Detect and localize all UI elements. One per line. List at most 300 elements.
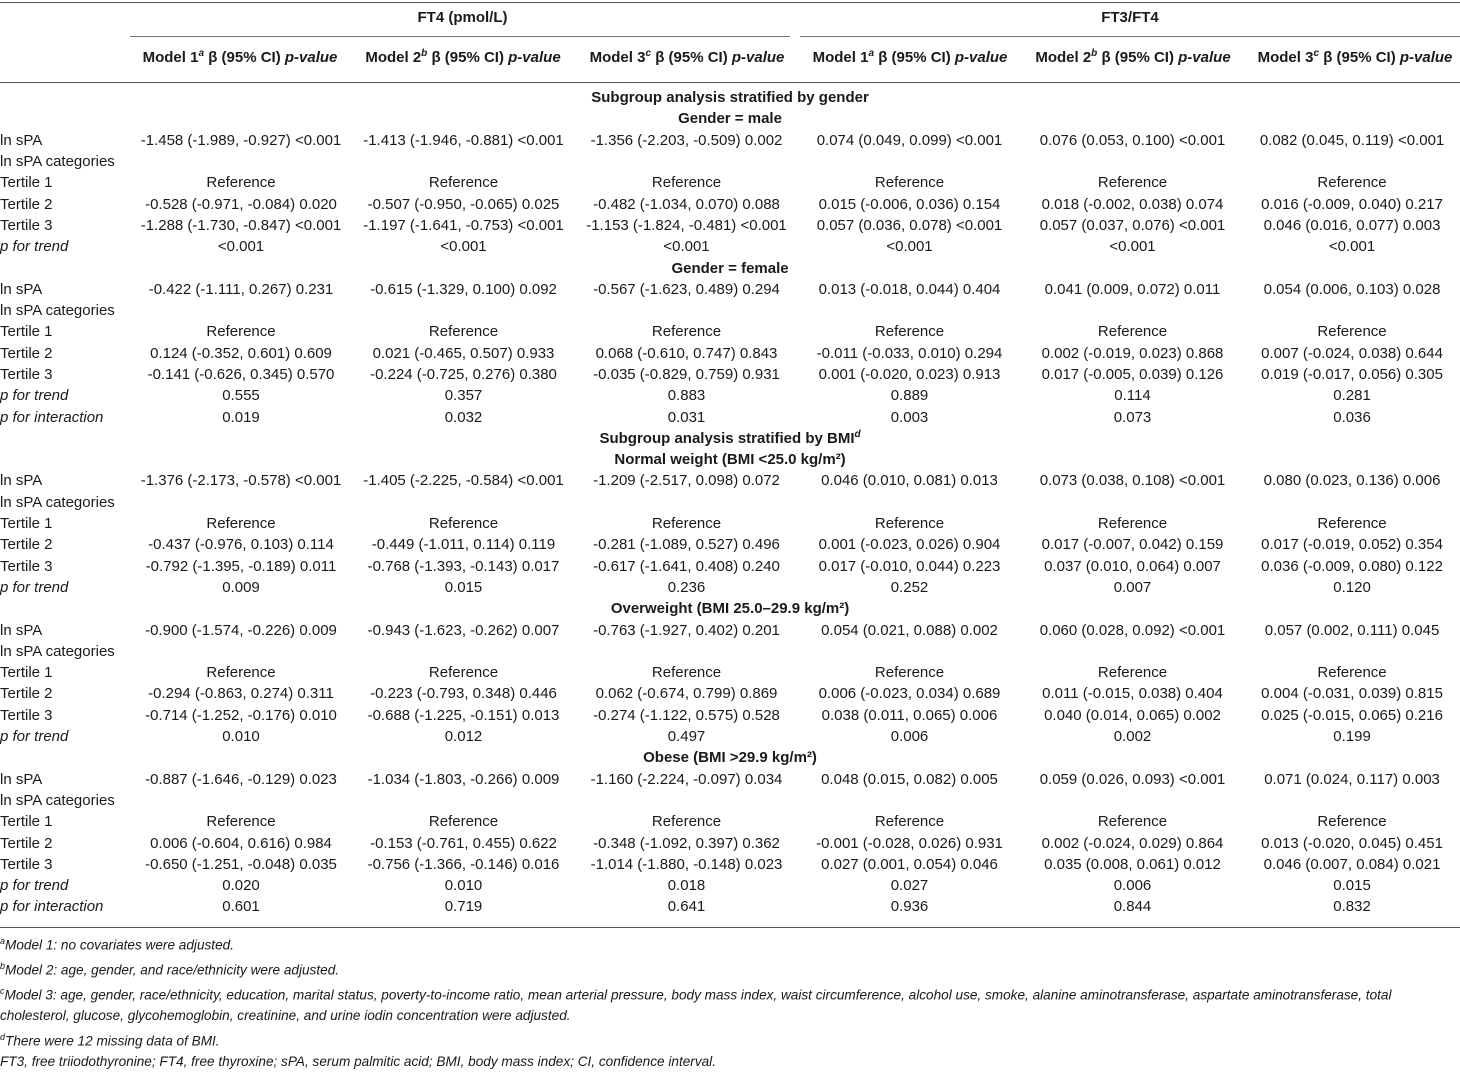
column-footnote-mark: b bbox=[421, 48, 428, 59]
footnote-text: Model 1: no covariates were adjusted. bbox=[5, 937, 234, 953]
section-heading-text: Subgroup analysis stratified by BMI bbox=[599, 430, 855, 448]
results-table bbox=[0, 87, 1460, 918]
table-cell: -0.714 (-1.252, -0.176) 0.010 bbox=[145, 706, 337, 724]
table-cell: 0.719 bbox=[444, 898, 483, 916]
row-label: Tertile 3 bbox=[0, 557, 53, 575]
table-row bbox=[0, 854, 1460, 875]
table-cell: -0.943 (-1.623, -0.262) 0.007 bbox=[367, 621, 560, 639]
footnote-text: There were 12 missing data of BMI. bbox=[5, 1033, 220, 1049]
section-heading bbox=[0, 428, 1460, 449]
group-rule-ft3ft4 bbox=[800, 36, 1460, 37]
table-row bbox=[0, 534, 1460, 555]
table-cell: Reference bbox=[1097, 664, 1168, 682]
column-beta-label: β (95% CI) bbox=[1101, 49, 1174, 66]
footnote-text: Model 3: age, gender, race/ethnicity, education, marital status, poverty-to-income ratio, mean arterial pressure, body mass index, waist circumference, alcohol use, smoke, alanine aminotransferase, aspartate aminotransferase, total cholesterol, glucose, glycohemoglobin, creatinine, and urine iodin concentration were adjusted. bbox=[0, 987, 1392, 1024]
table-cell: <0.001 bbox=[886, 238, 933, 256]
column-footnote-mark: b bbox=[1091, 48, 1098, 59]
table-cell: 0.497 bbox=[667, 728, 706, 746]
table-cell: Reference bbox=[874, 664, 945, 682]
table-cell: 0.036 bbox=[1333, 408, 1371, 426]
table-cell: 0.037 (0.010, 0.064) 0.007 bbox=[1044, 557, 1221, 575]
table-cell: -0.449 (-1.011, 0.114) 0.119 bbox=[371, 536, 556, 554]
table-cell: -0.617 (-1.641, 0.408) 0.240 bbox=[593, 557, 780, 575]
table-cell: Reference bbox=[1097, 174, 1168, 192]
column-header bbox=[1244, 48, 1460, 66]
table-cell: 0.038 (0.011, 0.065) 0.006 bbox=[821, 706, 998, 724]
table-cell: -1.376 (-2.173, -0.578) <0.001 bbox=[140, 472, 342, 490]
column-header bbox=[352, 48, 574, 66]
column-p-label: p-value bbox=[731, 49, 785, 66]
table-row bbox=[0, 406, 1460, 427]
category-row bbox=[0, 790, 1460, 811]
table-cell: 0.062 (-0.674, 0.799) 0.869 bbox=[595, 685, 778, 703]
row-label: Tertile 3 bbox=[0, 706, 53, 724]
table-cell: -1.405 (-2.225, -0.584) <0.001 bbox=[363, 472, 564, 490]
row-label: Tertile 1 bbox=[0, 323, 53, 341]
table-cell: 0.124 (-0.352, 0.601) 0.609 bbox=[150, 344, 332, 362]
table-cell: 0.059 (0.026, 0.093) <0.001 bbox=[1039, 770, 1226, 788]
table-row bbox=[0, 215, 1460, 236]
footnote bbox=[0, 1027, 1460, 1052]
group-rule-ft4 bbox=[130, 36, 790, 37]
table-cell: 0.012 bbox=[444, 728, 483, 746]
row-label: p for trend bbox=[0, 728, 69, 746]
table-cell: -0.422 (-1.111, 0.267) 0.231 bbox=[148, 280, 334, 298]
table-cell: 0.006 bbox=[890, 728, 929, 746]
table-cell: 0.357 bbox=[444, 387, 483, 405]
table-cell: -1.014 (-1.880, -0.148) 0.023 bbox=[590, 855, 783, 873]
section-heading bbox=[0, 257, 1460, 278]
table-cell: 0.010 bbox=[444, 877, 483, 895]
column-p-label: p-value bbox=[508, 49, 561, 66]
table-row bbox=[0, 556, 1460, 577]
section-row bbox=[0, 87, 1460, 108]
table-cell: 0.832 bbox=[1333, 898, 1371, 916]
table-cell: 0.844 bbox=[1113, 898, 1152, 916]
section-heading-text: Gender = female bbox=[671, 259, 789, 277]
table-cell: Reference bbox=[651, 174, 722, 192]
row-label: Tertile 1 bbox=[0, 813, 53, 831]
table-cell: 0.199 bbox=[1333, 728, 1371, 746]
table-cell: 0.601 bbox=[222, 898, 260, 916]
table-cell: <0.001 bbox=[440, 238, 487, 256]
table-row bbox=[0, 832, 1460, 853]
table-cell: 0.027 bbox=[890, 877, 929, 895]
table-row bbox=[0, 811, 1460, 832]
table-cell: 0.016 (-0.009, 0.040) 0.217 bbox=[1261, 195, 1443, 213]
table-cell: 0.001 (-0.020, 0.023) 0.913 bbox=[818, 366, 1001, 383]
row-label: ln sPA bbox=[0, 770, 43, 788]
category-label: ln sPA categories bbox=[0, 493, 115, 511]
table-cell: 0.017 (-0.007, 0.042) 0.159 bbox=[1041, 536, 1224, 554]
row-label: Tertile 3 bbox=[0, 366, 53, 383]
table-cell: 0.004 (-0.031, 0.039) 0.815 bbox=[1261, 685, 1443, 703]
column-footnote-mark: a bbox=[198, 48, 205, 59]
table-cell: 0.080 (0.023, 0.136) 0.006 bbox=[1263, 472, 1441, 490]
table-cell: 0.015 bbox=[444, 578, 483, 596]
column-footnote-mark: c bbox=[645, 48, 652, 59]
table-cell: 0.002 bbox=[1113, 728, 1152, 746]
table-cell: 0.013 (-0.020, 0.045) 0.451 bbox=[1261, 834, 1443, 852]
table-cell: 0.006 (-0.604, 0.616) 0.984 bbox=[150, 834, 332, 852]
table-cell: 0.936 bbox=[890, 898, 929, 916]
table-cell: 0.281 bbox=[1333, 387, 1371, 405]
table-cell: -0.035 (-0.829, 0.759) 0.931 bbox=[593, 366, 780, 383]
table-cell: 0.001 (-0.023, 0.026) 0.904 bbox=[818, 536, 1001, 554]
table-cell: 0.252 bbox=[890, 578, 929, 596]
footnote-mark: c bbox=[0, 986, 5, 997]
table-cell: 0.071 (0.024, 0.117) 0.003 bbox=[1264, 770, 1440, 788]
table-row bbox=[0, 193, 1460, 214]
table-row bbox=[0, 577, 1460, 598]
table-cell: -0.528 (-0.971, -0.084) 0.020 bbox=[145, 195, 337, 213]
table-cell: 0.017 (-0.019, 0.052) 0.354 bbox=[1261, 536, 1443, 554]
table-cell: 0.006 (-0.023, 0.034) 0.689 bbox=[818, 685, 1001, 703]
table-cell: 0.057 (0.037, 0.076) <0.001 bbox=[1039, 216, 1226, 234]
table-bottom-rule bbox=[0, 927, 1460, 928]
category-label: ln sPA categories bbox=[0, 642, 115, 660]
table-cell: 0.046 (0.007, 0.084) 0.021 bbox=[1263, 855, 1441, 873]
table-cell: 0.054 (0.021, 0.088) 0.002 bbox=[821, 621, 998, 639]
footnote bbox=[0, 1052, 1460, 1073]
table-cell: Reference bbox=[206, 813, 276, 831]
table-cell: 0.068 (-0.610, 0.747) 0.843 bbox=[595, 344, 778, 362]
column-p-label: p-value bbox=[1399, 49, 1453, 66]
table-cell: 0.641 bbox=[667, 898, 706, 916]
table-cell: 0.073 (0.038, 0.108) <0.001 bbox=[1039, 472, 1226, 490]
table-cell: -0.482 (-1.034, 0.070) 0.088 bbox=[593, 195, 780, 213]
table-row bbox=[0, 385, 1460, 406]
table-cell: 0.048 (0.015, 0.082) 0.005 bbox=[821, 770, 998, 788]
table-cell: -0.348 (-1.092, 0.397) 0.362 bbox=[593, 834, 780, 852]
section-row bbox=[0, 257, 1460, 278]
column-header bbox=[129, 48, 351, 66]
column-model-label: Model 3 bbox=[1257, 49, 1314, 66]
table-cell: 0.040 (0.014, 0.065) 0.002 bbox=[1044, 706, 1221, 724]
table-cell: Reference bbox=[428, 323, 499, 341]
table-cell: 0.002 (-0.024, 0.029) 0.864 bbox=[1041, 834, 1224, 852]
table-cell: 0.041 (0.009, 0.072) 0.011 bbox=[1044, 280, 1221, 298]
row-label: p for trend bbox=[0, 877, 69, 895]
footnote-text: FT3, free triiodothyronine; FT4, free thyroxine; sPA, serum palmitic acid; BMI, body mass index; CI, confidence interval. bbox=[0, 1054, 716, 1070]
table-cell: -0.001 (-0.028, 0.026) 0.931 bbox=[816, 834, 1003, 852]
table-cell: 0.057 (0.036, 0.078) <0.001 bbox=[816, 216, 1003, 234]
section-row bbox=[0, 108, 1460, 129]
table-row bbox=[0, 470, 1460, 491]
column-beta-label: β (95% CI) bbox=[878, 49, 951, 66]
table-cell: 0.006 bbox=[1113, 877, 1152, 895]
section-heading bbox=[0, 87, 1460, 108]
table-cell: -1.209 (-2.517, 0.098) 0.072 bbox=[593, 472, 780, 490]
section-footnote-mark: d bbox=[854, 429, 861, 441]
column-model-label: Model 2 bbox=[1035, 49, 1092, 66]
column-beta-label: β (95% CI) bbox=[208, 49, 281, 66]
table-cell: -0.224 (-0.725, 0.276) 0.380 bbox=[370, 366, 557, 383]
table-row bbox=[0, 662, 1460, 683]
row-label: Tertile 3 bbox=[0, 216, 53, 234]
table-cell: -1.356 (-2.203, -0.509) 0.002 bbox=[590, 131, 783, 149]
table-cell: -0.650 (-1.251, -0.048) 0.035 bbox=[145, 855, 337, 873]
table-cell: <0.001 bbox=[1328, 238, 1376, 256]
table-cell: -0.294 (-0.863, 0.274) 0.311 bbox=[148, 685, 334, 703]
table-cell: 0.015 bbox=[1333, 877, 1371, 895]
table-cell: Reference bbox=[1317, 323, 1387, 341]
table-row bbox=[0, 279, 1460, 300]
table-cell: 0.073 bbox=[1113, 408, 1152, 426]
table-cell: Reference bbox=[874, 323, 945, 341]
table-cell: 0.046 (0.010, 0.081) 0.013 bbox=[821, 472, 998, 490]
column-header bbox=[576, 48, 798, 66]
table-cell: Reference bbox=[428, 664, 499, 682]
section-heading bbox=[0, 598, 1460, 619]
table-cell: 0.020 bbox=[222, 877, 260, 895]
table-cell: Reference bbox=[1097, 323, 1168, 341]
footnote bbox=[0, 981, 1460, 1027]
table-cell: -0.768 (-1.393, -0.143) 0.017 bbox=[367, 557, 560, 575]
table-cell: 0.002 (-0.019, 0.023) 0.868 bbox=[1041, 344, 1224, 362]
table-cell: 0.013 (-0.018, 0.044) 0.404 bbox=[818, 280, 1001, 298]
table-cell: 0.021 (-0.465, 0.507) 0.933 bbox=[372, 344, 555, 362]
category-row bbox=[0, 151, 1460, 172]
table-cell: 0.019 (-0.017, 0.056) 0.305 bbox=[1261, 366, 1443, 383]
section-heading-text: Overweight (BMI 25.0–29.9 kg/m²) bbox=[610, 600, 850, 618]
table-row bbox=[0, 343, 1460, 364]
table-cell: -1.160 (-2.224, -0.097) 0.034 bbox=[590, 770, 783, 788]
group-header-ft3ft4: FT3/FT4 bbox=[1101, 9, 1159, 26]
table-cell: Reference bbox=[1317, 664, 1387, 682]
table-cell: 0.011 (-0.015, 0.038) 0.404 bbox=[1042, 685, 1223, 703]
table-row bbox=[0, 321, 1460, 342]
table-cell: Reference bbox=[206, 323, 276, 341]
table-cell: -1.288 (-1.730, -0.847) <0.001 bbox=[140, 216, 342, 234]
section-row bbox=[0, 747, 1460, 768]
table-cell: <0.001 bbox=[663, 238, 710, 256]
table-cell: -0.688 (-1.225, -0.151) 0.013 bbox=[367, 706, 560, 724]
table-cell: -0.011 (-0.033, 0.010) 0.294 bbox=[816, 344, 1003, 362]
table-cell: 0.076 (0.053, 0.100) <0.001 bbox=[1039, 131, 1226, 149]
column-model-label: Model 2 bbox=[365, 49, 422, 66]
table-cell: Reference bbox=[874, 174, 945, 192]
table-cell: Reference bbox=[1097, 515, 1168, 533]
table-cell: Reference bbox=[428, 515, 499, 533]
table-cell: 0.082 (0.045, 0.119) <0.001 bbox=[1259, 131, 1445, 149]
footnote-mark: d bbox=[0, 1031, 6, 1042]
row-label: Tertile 2 bbox=[0, 344, 53, 362]
column-footnote-mark: a bbox=[868, 48, 875, 59]
table-cell: 0.035 (0.008, 0.061) 0.012 bbox=[1044, 855, 1221, 873]
row-label: p for trend bbox=[0, 238, 69, 256]
row-label: p for trend bbox=[0, 578, 69, 596]
table-cell: 0.027 (0.001, 0.054) 0.046 bbox=[821, 855, 998, 873]
category-row bbox=[0, 300, 1460, 321]
table-row bbox=[0, 683, 1460, 704]
row-label: Tertile 2 bbox=[0, 195, 53, 213]
table-cell: 0.236 bbox=[667, 578, 706, 596]
table-cell: Reference bbox=[651, 323, 722, 341]
table-cell: 0.060 (0.028, 0.092) <0.001 bbox=[1039, 621, 1226, 639]
table-footnotes bbox=[0, 931, 1460, 1073]
footnote-text: Model 2: age, gender, and race/ethnicity were adjusted. bbox=[5, 962, 340, 978]
table-cell: 0.889 bbox=[890, 387, 929, 405]
row-label: Tertile 2 bbox=[0, 685, 53, 703]
table-cell: -0.223 (-0.793, 0.348) 0.446 bbox=[370, 685, 557, 703]
table-row bbox=[0, 875, 1460, 896]
row-label: Tertile 1 bbox=[0, 515, 53, 533]
table-cell: 0.017 (-0.005, 0.039) 0.126 bbox=[1041, 366, 1224, 383]
table-cell: Reference bbox=[1317, 813, 1387, 831]
table-cell: 0.019 bbox=[222, 408, 260, 426]
table-cell: Reference bbox=[206, 174, 276, 192]
footnote-mark: a bbox=[0, 936, 6, 946]
column-beta-label: β (95% CI) bbox=[431, 49, 504, 66]
section-heading-text: Obese (BMI >29.9 kg/m²) bbox=[643, 749, 817, 767]
table-cell: Reference bbox=[428, 813, 499, 831]
row-label: ln sPA bbox=[0, 621, 43, 639]
group-header-ft4: FT4 (pmol/L) bbox=[417, 9, 508, 26]
table-cell: Reference bbox=[1317, 174, 1387, 192]
table-cell: -1.413 (-1.946, -0.881) <0.001 bbox=[363, 131, 564, 149]
row-label: Tertile 3 bbox=[0, 855, 53, 873]
table-cell: 0.025 (-0.015, 0.065) 0.216 bbox=[1261, 706, 1443, 724]
row-label: Tertile 1 bbox=[0, 174, 53, 192]
section-row bbox=[0, 428, 1460, 449]
table-cell: 0.057 (0.002, 0.111) 0.045 bbox=[1264, 621, 1440, 639]
table-cell: 0.031 bbox=[667, 408, 706, 426]
table-row bbox=[0, 236, 1460, 257]
section-heading-text: Gender = male bbox=[678, 110, 782, 128]
section-heading bbox=[0, 108, 1460, 129]
column-beta-label: β (95% CI) bbox=[1323, 49, 1396, 66]
row-label: p for interaction bbox=[0, 408, 104, 426]
column-header bbox=[1022, 48, 1244, 66]
column-footnote-mark: c bbox=[1313, 48, 1320, 59]
row-label: Tertile 2 bbox=[0, 834, 53, 852]
table-cell: -0.763 (-1.927, 0.402) 0.201 bbox=[593, 621, 780, 639]
table-cell: -1.458 (-1.989, -0.927) <0.001 bbox=[140, 131, 342, 149]
table-cell: 0.007 bbox=[1113, 578, 1152, 596]
column-p-label: p-value bbox=[284, 49, 338, 66]
table-cell: Reference bbox=[651, 664, 722, 682]
table-top-rule bbox=[0, 2, 1460, 3]
table-cell: 0.010 bbox=[222, 728, 260, 746]
column-beta-label: β (95% CI) bbox=[655, 49, 728, 66]
row-label: ln sPA bbox=[0, 472, 43, 490]
table-cell: 0.017 (-0.010, 0.044) 0.223 bbox=[818, 557, 1001, 575]
table-cell: Reference bbox=[651, 813, 722, 831]
column-p-label: p-value bbox=[1178, 49, 1231, 66]
category-row bbox=[0, 641, 1460, 662]
section-heading-text: Subgroup analysis stratified by gender bbox=[591, 89, 869, 107]
table-cell: Reference bbox=[874, 515, 945, 533]
table-cell: Reference bbox=[428, 174, 499, 192]
table-cell: Reference bbox=[874, 813, 945, 831]
table-cell: 0.054 (0.006, 0.103) 0.028 bbox=[1263, 280, 1441, 298]
table-cell: 0.120 bbox=[1333, 578, 1371, 596]
footnote bbox=[0, 956, 1460, 981]
table-cell: 0.009 bbox=[222, 578, 260, 596]
column-model-label: Model 1 bbox=[812, 49, 869, 66]
category-label: ln sPA categories bbox=[0, 153, 115, 171]
table-cell: 0.003 bbox=[890, 408, 929, 426]
table-cell: Reference bbox=[651, 515, 722, 533]
table-cell: 0.114 bbox=[1114, 387, 1151, 405]
category-label: ln sPA categories bbox=[0, 791, 115, 809]
row-label: ln sPA bbox=[0, 131, 43, 149]
table-cell: 0.883 bbox=[667, 387, 706, 405]
table-row bbox=[0, 513, 1460, 534]
category-label: ln sPA categories bbox=[0, 302, 115, 320]
row-label: ln sPA bbox=[0, 280, 43, 298]
table-cell: 0.036 (-0.009, 0.080) 0.122 bbox=[1261, 557, 1443, 575]
section-row bbox=[0, 598, 1460, 619]
table-cell: -0.615 (-1.329, 0.100) 0.092 bbox=[370, 280, 557, 298]
column-header bbox=[799, 48, 1021, 66]
table-cell: -0.507 (-0.950, -0.065) 0.025 bbox=[367, 195, 560, 213]
table-row bbox=[0, 769, 1460, 790]
table-cell: -0.141 (-0.626, 0.345) 0.570 bbox=[147, 366, 335, 383]
section-row bbox=[0, 449, 1460, 470]
category-row bbox=[0, 492, 1460, 513]
header-bottom-rule bbox=[0, 82, 1460, 83]
table-cell: -0.437 (-0.976, 0.103) 0.114 bbox=[148, 536, 334, 554]
table-cell: -0.887 (-1.646, -0.129) 0.023 bbox=[145, 770, 337, 788]
section-heading-text: Normal weight (BMI <25.0 kg/m²) bbox=[614, 451, 846, 469]
table-cell: Reference bbox=[206, 515, 276, 533]
table-cell: Reference bbox=[1317, 515, 1387, 533]
footnote-mark: b bbox=[0, 961, 6, 972]
table-cell: Reference bbox=[1097, 813, 1168, 831]
footnote bbox=[0, 931, 1460, 956]
table-cell: 0.007 (-0.024, 0.038) 0.644 bbox=[1261, 344, 1443, 362]
table-cell: -1.034 (-1.803, -0.266) 0.009 bbox=[367, 770, 560, 788]
table-cell: 0.555 bbox=[222, 387, 260, 405]
table-cell: -0.756 (-1.366, -0.146) 0.016 bbox=[367, 855, 560, 873]
section-heading bbox=[0, 747, 1460, 768]
table-row bbox=[0, 896, 1460, 917]
row-label: Tertile 2 bbox=[0, 536, 53, 554]
table-cell: <0.001 bbox=[217, 238, 265, 256]
table-row bbox=[0, 130, 1460, 151]
table-cell: 0.074 (0.049, 0.099) <0.001 bbox=[816, 131, 1003, 149]
table-row bbox=[0, 705, 1460, 726]
table-row bbox=[0, 364, 1460, 385]
table-cell: 0.018 (-0.002, 0.038) 0.074 bbox=[1041, 195, 1224, 213]
table-cell: <0.001 bbox=[1109, 238, 1156, 256]
column-p-label: p-value bbox=[954, 49, 1008, 66]
table-cell: -0.792 (-1.395, -0.189) 0.011 bbox=[145, 557, 337, 575]
table-cell: -0.900 (-1.574, -0.226) 0.009 bbox=[145, 621, 337, 639]
table-cell: -0.153 (-0.761, 0.455) 0.622 bbox=[370, 834, 557, 852]
section-heading bbox=[0, 449, 1460, 470]
row-label: Tertile 1 bbox=[0, 664, 53, 682]
table-cell: -0.567 (-1.623, 0.489) 0.294 bbox=[593, 280, 780, 298]
table-row bbox=[0, 619, 1460, 640]
column-model-label: Model 1 bbox=[142, 49, 199, 66]
table-cell: -1.153 (-1.824, -0.481) <0.001 bbox=[586, 216, 787, 234]
row-label: p for interaction bbox=[0, 898, 104, 916]
table-cell: -0.274 (-1.122, 0.575) 0.528 bbox=[593, 706, 780, 724]
table-body bbox=[0, 87, 1460, 918]
table-cell: 0.032 bbox=[444, 408, 483, 426]
table-cell: Reference bbox=[206, 664, 276, 682]
table-cell: 0.015 (-0.006, 0.036) 0.154 bbox=[818, 195, 1001, 213]
row-label: p for trend bbox=[0, 387, 69, 405]
table-row bbox=[0, 726, 1460, 747]
table-row bbox=[0, 172, 1460, 193]
table-cell: -0.281 (-1.089, 0.527) 0.496 bbox=[593, 536, 780, 554]
table-cell: 0.018 bbox=[667, 877, 706, 895]
table-cell: 0.046 (0.016, 0.077) 0.003 bbox=[1263, 216, 1441, 234]
